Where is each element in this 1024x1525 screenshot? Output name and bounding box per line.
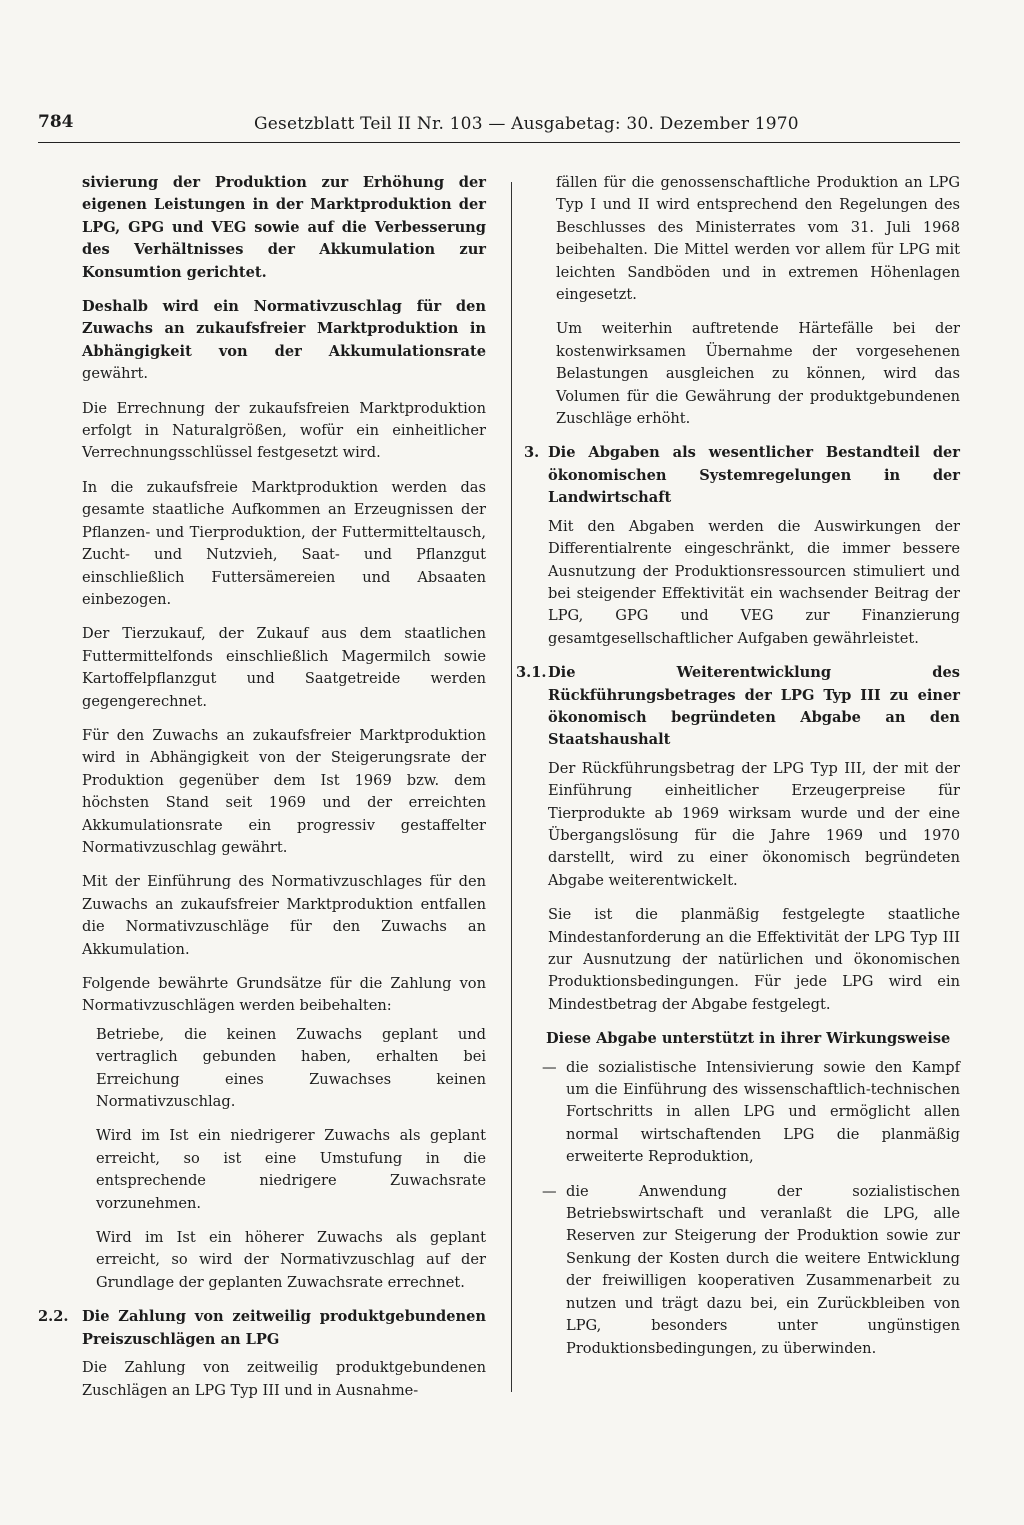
left-paragraph-2-end: gewährt. (82, 365, 149, 383)
right-paragraph-2: Um weiterhin auftretende Härtefälle bei der kostenwirksamen Übernahme der vorgesehenen Belastungen ausgleichen zu können, wird das Volumen für die Gewährung der produktgebundenen Zuschläge erhöht. (556, 320, 960, 428)
dash-marker: — (542, 1058, 557, 1076)
section-3-number: 3. (524, 444, 540, 462)
left-paragraph-2 (82, 296, 486, 386)
section-3-1-number: 3.1. (516, 664, 547, 682)
principle-3: Wird im Ist ein höherer Zuwachs als geplant erreicht, so wird der Normativzuschlag auf der Grundlage der geplanten Zuwachsrate errechnet. (96, 1229, 486, 1291)
left-column (38, 172, 486, 1414)
section-3-1-heading: Die Weiterentwicklung des Rückführungsbetrages der LPG Typ III zu einer ökonomisch begründeten Abgabe an den Staatshaushalt (548, 664, 960, 749)
principles-list (96, 1024, 486, 1294)
right-column (516, 172, 960, 1372)
section-3-heading: Die Abgaben als wesentlicher Bestandteil der ökonomischen Systemregelungen in der Landwirtschaft (548, 444, 960, 507)
section-2-2-number: 2.2. (38, 1308, 69, 1326)
list-item-text: die Anwendung der sozialistischen Betriebswirtschaft und veranlaßt die LPG, alle Reserven zur Steigerung der Produktion sowie zur Senkung der Kosten durch die weitere Entwicklung der freiwilligen kooperativen Zusammenarbeit zu nutzen und trägt dazu bei, ein Zurückbleiben von LPG, besonders unter ungünstigen Produktionsbedingungen, zu überwinden. (566, 1182, 960, 1357)
section-2-2-heading: Die Zahlung von zeitweilig produktgebundenen Preiszuschlägen an LPG (82, 1308, 486, 1348)
section-2-2 (38, 1306, 486, 1402)
section-3 (524, 442, 960, 650)
section-3-1-paragraph-1: Der Rückführungsbetrag der LPG Typ III, der mit der Einführung einheitlicher Erzeugerpreise für Tierprodukte ab 1969 wirksam wurde und der eine Übergangslösung für die Jahre 1969 und 1970 darstellt, wird zu einer ökonomisch begründeten Abgabe weiterentwickelt. (548, 759, 960, 889)
left-paragraph-5: Der Tierzukauf, der Zukauf aus dem staatlichen Futtermittelfonds einschließlich Magermilch sowie Kartoffelpflanzgut und Saatgetreide werden gegengerechnet. (82, 625, 486, 710)
left-paragraph-6: Für den Zuwachs an zukaufsfreier Marktproduktion wird in Abhängigkeit von der Steigerungsrate der Produktion gegenüber dem Ist 1969 bzw. dem höchsten Stand seit 1969 und der erreichten Akkumulationsrate ein progressiv gestaffelter Normativzuschlag gewährt. (82, 726, 486, 856)
section-3-1 (516, 662, 960, 1016)
left-paragraph-2-bold: Deshalb wird ein Normativzuschlag für den Zuwachs an zukaufsfreier Marktproduktion in Abhängigkeit von der Akkumulationsrate (82, 298, 486, 360)
left-paragraph-7: Mit der Einführung des Normativzuschlages für den Zuwachs an zukaufsfreier Marktproduktion entfallen die Normativzuschläge für den Zuwachs an Akkumulation. (82, 873, 486, 958)
page-number: 784 (38, 112, 74, 132)
section-2-2-text: Die Zahlung von zeitweilig produktgebundenen Zuschlägen an LPG Typ III und in Ausnahme- (82, 1359, 486, 1399)
right-paragraph-1: fällen für die genossenschaftliche Produktion an LPG Typ I und II wird entsprechend den Regelungen des Beschlusses des Ministerrates vom 31. Juli 1968 beibehalten. Die Mittel werden vor allem für LPG mit leichten Sandböden und in extremen Höhenlagen eingesetzt. (556, 174, 960, 304)
list-item (536, 1057, 960, 1169)
right-intro (536, 172, 960, 430)
list-item (536, 1181, 960, 1360)
left-paragraph-3: Die Errechnung der zukaufsfreien Marktproduktion erfolgt in Naturalgrößen, wofür ein einheitlicher Verrechnungsschlüssel festgesetzt wird. (82, 399, 486, 462)
left-paragraph-1: sivierung der Produktion zur Erhöhung der eigenen Leistungen in der Marktproduktion der LPG, GPG und VEG sowie auf die Verbesserung des Verhältnisses der Akkumulation zur Konsumtion gerichtet. (82, 174, 486, 281)
section-3-text: Mit den Abgaben werden die Auswirkungen der Differentialrente eingeschränkt, die immer bessere Ausnutzung der Produktionsressourcen stimuliert und bei steigender Effektivität ein wachsender Beitrag der LPG, GPG und VEG zur Finanzierung gesamtgesellschaftlicher Aufgaben gewährleistet. (548, 517, 960, 647)
left-paragraph-4: In die zukaufsfreie Marktproduktion werden das gesamte staatliche Aufkommen an Erzeugnissen der Pflanzen- und Tierproduktion, der Futtermitteltausch, Zucht- und Nutzvieh, Saat- und Pflanzgut einschließlich Futtersämereien und Absaaten einbezogen. (82, 478, 486, 608)
left-paragraph-8: Folgende bewährte Grundsätze für die Zahlung von Normativzuschlägen werden beibehalten: (82, 975, 486, 1015)
dash-marker: — (542, 1182, 557, 1200)
principle-2: Wird im Ist ein niedrigerer Zuwachs als geplant erreicht, so ist eine Umstufung in die entsprechende niedrigere Zuwachsrate vorzunehmen. (96, 1127, 486, 1212)
column-divider (511, 182, 512, 1392)
running-title: Gesetzblatt Teil II Nr. 103 — Ausgabetag: 30. Dezember 1970 (254, 114, 799, 134)
list-item-text: die sozialistische Intensivierung sowie den Kampf um die Einführung des wissenschaftlich-technischen Fortschritts in allen LPG und ermöglicht allen normal wirtschaftenden LPG die planmäßig erweiterte Reproduktion, (566, 1058, 960, 1166)
section-3-1-paragraph-2: Sie ist die planmäßig festgelegte staatliche Mindestanforderung an die Effektivität der LPG Typ III zur Ausnutzung der natürlichen und ökonomischen Produktionsbedingungen. Für jede LPG wird ein Mindestbetrag der Abgabe festgelegt. (548, 906, 960, 1013)
principle-1: Betriebe, die keinen Zuwachs geplant und vertraglich gebunden haben, erhalten bei Erreichung eines Zuwachses keinen Normativzuschlag. (96, 1025, 486, 1111)
sub-heading: Diese Abgabe unterstützt in ihrer Wirkungsweise (546, 1030, 951, 1048)
page-header (38, 110, 960, 143)
